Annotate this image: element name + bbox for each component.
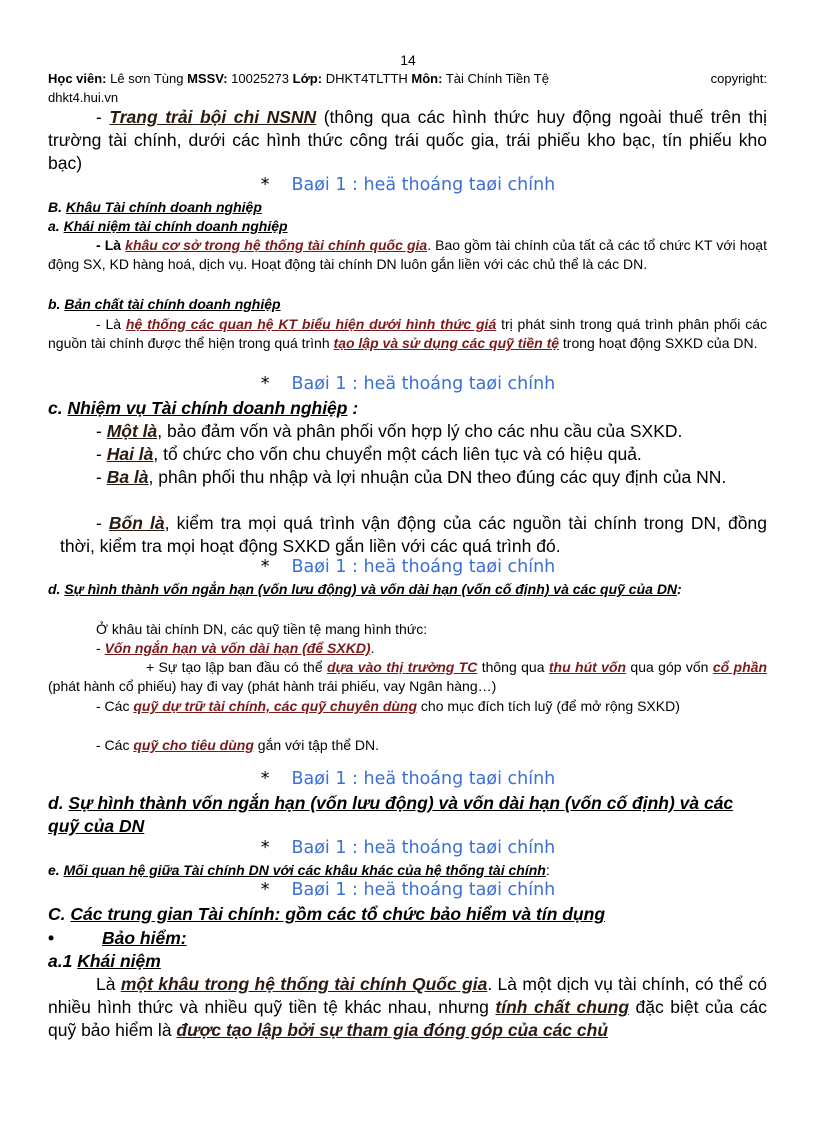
heading-c: c. Nhiệm vụ Tài chính doanh nghiệp :: [48, 398, 359, 418]
site-link[interactable]: dhkt4.hui.vn: [48, 90, 119, 105]
heading-b-title: Khâu Tài chính doanh nghiệp: [65, 199, 262, 215]
heading-title: Mối quan hệ giữa Tài chính DN với các khâu khác của hệ thống tài chính: [63, 862, 546, 878]
subject-value: Tài Chính Tiền Tệ: [442, 71, 549, 86]
section-bullet-line: * Baøi 1 : heä thoáng taøi chính: [260, 374, 556, 394]
subject-label: Môn:: [411, 71, 443, 86]
heading-title: Sự hình thành vốn ngắn hạn (vốn lưu động) và vốn dài hạn (vốn cố định) và các quỹ của DN: [64, 581, 678, 597]
mssv-label: MSSV:: [187, 71, 228, 86]
paragraph-consumption: - Các quỹ cho tiêu dùng gắn với tập thể DN.: [96, 737, 380, 753]
heading-title: Bảo hiểm:: [102, 928, 187, 948]
task-4: - Bốn là, kiểm tra mọi quá trình vận động của các nguồn tài chính trong DN, đồng thời, kiểm tra mọi hoạt động SXKD gắn liền với các quá trình đó.: [60, 513, 767, 556]
emphasis: Bốn là: [108, 513, 165, 533]
emphasis: Một là: [106, 421, 158, 441]
asterisk: *: [260, 175, 270, 195]
emphasis: Ba là: [106, 467, 149, 487]
paragraph-capital: - Vốn ngắn hạn và vốn dài hạn (để SXKD).: [96, 640, 375, 656]
paragraph-insurance-concept: Là một khâu trong hệ thống tài chính Quốc gia. Là một dịch vụ tài chính, có thể có nhiều hình thức và nhiều quỹ tiền tệ khác nhau, nhưng tính chất chung đặc biệt của các quỹ bảo hiểm là được tạo lập bởi sự tham gia đóng góp của các chủ: [48, 974, 768, 1040]
emphasis: tính chất chung: [495, 997, 630, 1017]
paragraph-nature: - Là hệ thống các quan hệ KT biểu hiện dưới hình thức giá trị phát sinh trong quá trình phân phối các nguồn tài chính được thể hiện trong quá trình tạo lập và sử dụng các quỹ tiền tệ trong hoạt động SXKD của DN.: [48, 316, 768, 351]
page-number: 14: [400, 52, 416, 68]
paragraph-reserve-funds: - Các quỹ dự trữ tài chính, các quỹ chuyên dùng cho mục đích tích luỹ (để mở rộng SXKD): [96, 698, 680, 714]
student-label: Học viên:: [48, 71, 107, 86]
bullet: •: [48, 928, 55, 948]
emphasis: Vốn ngắn hạn và vốn dài hạn (để SXKD): [104, 640, 371, 656]
task-2: - Hai là, tổ chức cho vốn chu chuyển một cách liên tục và có hiệu quả.: [96, 444, 642, 464]
emphasis: khâu cơ sở trong hệ thống tài chính quốc gia: [125, 237, 428, 253]
section-bullet-line: * Baøi 1 : heä thoáng taøi chính: [260, 769, 556, 789]
heading-title: Sự hình thành vốn ngắn hạn (vốn lưu động) và vốn dài hạn (vốn cố định) và các quỹ của DN: [48, 793, 734, 836]
dash: -: [96, 107, 110, 127]
heading-d: d. Sự hình thành vốn ngắn hạn (vốn lưu động) và vốn dài hạn (vốn cố định) và các quỹ của DN:: [48, 581, 682, 597]
task-1: - Một là, bảo đảm vốn và phân phối vốn hợp lý cho các nhu cầu của SXKD.: [96, 421, 683, 441]
heading-title: Bản chất tài chính doanh nghiệp: [64, 296, 281, 312]
bullet-text: Baøi 1 : heä thoáng taøi chính: [291, 175, 556, 195]
section-bullet-line: * Baøi 1 : heä thoáng taøi chính: [260, 880, 556, 900]
class-value: DHKT4TLTTH: [322, 71, 412, 86]
emphasis: tạo lập và sử dụng các quỹ tiền tệ: [333, 335, 560, 351]
emphasis: hệ thống các quan hệ KT biểu hiện dưới hình thức giá: [125, 316, 497, 332]
copyright-label: copyright:: [710, 71, 767, 86]
heading-a-title: Khái niệm tài chính doanh nghiệp: [63, 218, 288, 234]
heading-d-repeat: d. Sự hình thành vốn ngắn hạn (vốn lưu động) và vốn dài hạn (vốn cố định) và các quỹ của DN: [48, 793, 734, 836]
emphasis: quỹ dự trữ tài chính, các quỹ chuyên dùng: [133, 698, 418, 714]
student-name: Lê sơn Tùng: [106, 71, 188, 86]
page-header: [48, 69, 767, 107]
heading-b: B. Khâu Tài chính doanh nghiệp: [48, 199, 262, 215]
emphasis: một khâu trong hệ thống tài chính Quốc gia: [120, 974, 488, 994]
paragraph-budget-deficit: [48, 106, 767, 175]
emphasis: quỹ cho tiêu dùng: [133, 737, 254, 753]
heading-title: Khái niệm: [77, 951, 161, 971]
class-label: Lớp:: [292, 71, 323, 86]
text: (thông qua các hình thức huy động ngoài thuế trên thị trường tài chính, dưới các hình thức công trái quốc gia, trái phiếu kho bạc, tín phiếu kho bạc): [48, 107, 767, 173]
heading-insurance: [48, 927, 767, 949]
heading-a: a. Khái niệm tài chính doanh nghiệp: [48, 218, 288, 234]
heading-b-nature: b. Bản chất tài chính doanh nghiệp: [48, 296, 281, 312]
paragraph-creation: + Sự tạo lập ban đầu có thể dựa vào thị trường TC thông qua thu hút vốn qua góp vốn cổ phần (phát hành cổ phiếu) hay đi vay (phát hành trái phiếu, vay Ngân hàng…): [48, 659, 767, 694]
emphasis: thu hút vốn: [548, 659, 627, 675]
emphasis: cổ phần: [712, 659, 767, 675]
mssv-value: 10025273: [227, 71, 293, 86]
emphasis: được tạo lập bởi sự tham gia đóng góp của các chủ: [176, 1020, 609, 1040]
emphasis: dựa vào thị trường TC: [327, 659, 478, 675]
heading-a1: a.1 Khái niệm: [48, 951, 161, 971]
heading-intermediaries: C. Các trung gian Tài chính: gồm các tổ chức bảo hiểm và tín dụng: [48, 904, 606, 924]
heading-e: e. Mối quan hệ giữa Tài chính DN với các khâu khác của hệ thống tài chính:: [48, 862, 550, 878]
heading-title: Các trung gian Tài chính: gồm các tổ chức bảo hiểm và tín dụng: [70, 904, 606, 924]
section-bullet-line: * Baøi 1 : heä thoáng taøi chính: [260, 557, 556, 577]
section-bullet-line: [0, 174, 816, 196]
emphasis: Hai là: [106, 444, 154, 464]
section-bullet-line: * Baøi 1 : heä thoáng taøi chính: [260, 838, 556, 858]
task-3: - Ba là, phân phối thu nhập và lợi nhuận của DN theo đúng các quy định của NN.: [96, 467, 727, 487]
paragraph-forms: Ở khâu tài chính DN, các quỹ tiền tệ mang hình thức:: [96, 621, 428, 637]
heading-title: Nhiệm vụ Tài chính doanh nghiệp: [67, 398, 348, 418]
paragraph-concept: - Là khâu cơ sở trong hệ thống tài chính quốc gia. Bao gồm tài chính của tất cả các tổ chức KT với hoạt động SX, KD hàng hoá, dịch vụ. Hoạt động tài chính DN luôn gắn liền với các chủ thể là các DN.: [48, 237, 767, 272]
emphasis: Trang trải bội chi NSNN: [109, 107, 317, 127]
